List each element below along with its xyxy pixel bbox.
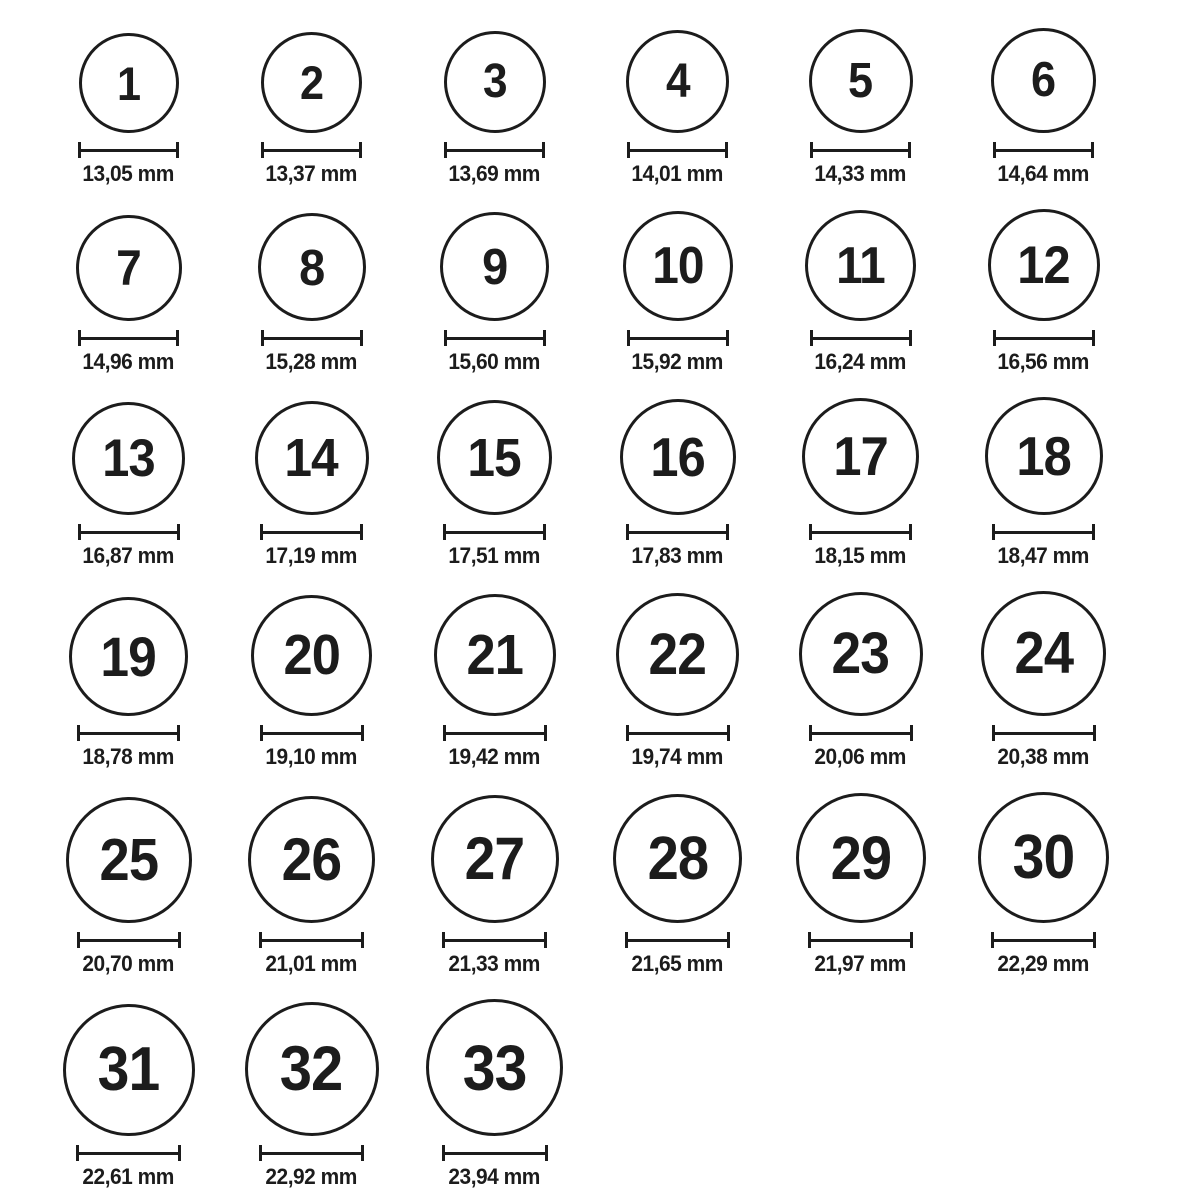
diameter-measure-bar xyxy=(625,932,730,948)
ring-size-number: 20 xyxy=(283,623,340,687)
measure-line xyxy=(813,149,908,152)
diameter-label: 15,28 mm xyxy=(265,349,358,374)
diameter-measure-bar xyxy=(260,524,363,540)
ring-circle xyxy=(426,999,563,1136)
measure-line xyxy=(811,939,910,942)
ring-circle xyxy=(440,212,549,321)
diameter-measure-bar xyxy=(444,330,546,346)
ring-circle xyxy=(620,399,736,515)
diameter-label: 15,92 mm xyxy=(631,349,724,374)
ring-circle xyxy=(981,591,1106,716)
ring-circle xyxy=(72,402,185,515)
measure-right-tick-icon xyxy=(178,932,181,948)
ring-size-number: 15 xyxy=(467,427,522,488)
measure-line xyxy=(264,337,360,340)
ring-circle xyxy=(66,797,192,923)
diameter-measure-bar xyxy=(260,725,364,741)
diameter-measure-bar xyxy=(992,725,1096,741)
diameter-label: 13,05 mm xyxy=(82,161,175,186)
measure-right-tick-icon xyxy=(726,330,729,346)
ring-size-number: 14 xyxy=(284,428,339,488)
ring-size-cell xyxy=(403,792,586,977)
diameter-label: 13,37 mm xyxy=(265,161,358,186)
diameter-measure-bar xyxy=(259,932,364,948)
measure-right-tick-icon xyxy=(1092,330,1095,346)
measure-right-tick-icon xyxy=(909,524,912,540)
measure-line xyxy=(812,732,910,735)
ring-size-cell xyxy=(37,591,220,770)
ring-size-cell xyxy=(403,999,586,1190)
measure-line xyxy=(262,939,361,942)
measure-line xyxy=(630,337,726,340)
diameter-measure-bar xyxy=(810,330,912,346)
ring-size-number: 19 xyxy=(100,624,157,688)
diameter-measure-bar xyxy=(626,725,730,741)
measure-right-tick-icon xyxy=(725,142,728,158)
ring-size-cell xyxy=(952,792,1135,977)
measure-line xyxy=(446,531,543,534)
diameter-label: 22,92 mm xyxy=(265,1164,358,1189)
diameter-label: 16,24 mm xyxy=(814,349,907,374)
diameter-measure-bar xyxy=(261,330,363,346)
diameter-label: 19,42 mm xyxy=(448,744,541,769)
ring-size-number: 28 xyxy=(647,824,708,892)
ring-circle xyxy=(985,397,1103,515)
diameter-measure-bar xyxy=(627,330,729,346)
diameter-measure-bar xyxy=(442,932,547,948)
ring-size-cell xyxy=(586,209,769,375)
ring-size-cell xyxy=(952,28,1135,187)
ring-size-number: 3 xyxy=(482,55,507,108)
ring-size-number: 25 xyxy=(99,826,158,893)
ring-size-cell xyxy=(403,397,586,569)
ring-circle xyxy=(444,31,546,133)
measure-right-tick-icon xyxy=(544,725,547,741)
ring-size-cell xyxy=(403,209,586,375)
ring-size-cell xyxy=(769,792,952,977)
diameter-measure-bar xyxy=(78,142,179,158)
ring-size-number: 21 xyxy=(466,622,523,687)
measure-right-tick-icon xyxy=(176,142,179,158)
measure-right-tick-icon xyxy=(727,932,730,948)
measure-right-tick-icon xyxy=(1092,524,1095,540)
diameter-label: 18,15 mm xyxy=(814,543,907,568)
measure-line xyxy=(995,732,1093,735)
measure-right-tick-icon xyxy=(1091,142,1094,158)
measure-line xyxy=(445,939,544,942)
ring-size-cell xyxy=(952,209,1135,375)
diameter-label: 20,38 mm xyxy=(997,744,1090,769)
diameter-label: 17,19 mm xyxy=(265,543,358,568)
diameter-label: 19,10 mm xyxy=(265,744,358,769)
ring-circle xyxy=(437,400,552,515)
ring-circle xyxy=(623,211,733,321)
measure-right-tick-icon xyxy=(543,330,546,346)
ring-circle xyxy=(988,209,1100,321)
ring-size-cell xyxy=(37,792,220,977)
diameter-measure-bar xyxy=(443,524,546,540)
measure-right-tick-icon xyxy=(361,725,364,741)
ring-size-cell xyxy=(220,792,403,977)
diameter-label: 22,29 mm xyxy=(997,951,1090,976)
measure-right-tick-icon xyxy=(545,1145,548,1161)
diameter-label: 21,01 mm xyxy=(265,951,358,976)
ring-circle xyxy=(802,398,919,515)
ring-size-number: 5 xyxy=(848,53,873,108)
ring-size-number: 29 xyxy=(830,823,891,892)
measure-right-tick-icon xyxy=(1093,725,1096,741)
diameter-label: 14,96 mm xyxy=(82,349,175,374)
diameter-measure-bar xyxy=(809,524,912,540)
measure-line xyxy=(262,1152,361,1155)
ring-circle xyxy=(245,1002,379,1136)
ring-size-cell xyxy=(37,999,220,1190)
measure-line xyxy=(264,149,359,152)
measure-line xyxy=(629,531,726,534)
measure-right-tick-icon xyxy=(176,330,179,346)
diameter-measure-bar xyxy=(992,524,1095,540)
measure-right-tick-icon xyxy=(361,932,364,948)
ring-circle xyxy=(626,30,729,133)
measure-right-tick-icon xyxy=(359,142,362,158)
ring-size-number: 7 xyxy=(116,240,141,296)
diameter-label: 17,83 mm xyxy=(631,543,724,568)
diameter-label: 16,87 mm xyxy=(82,543,175,568)
measure-right-tick-icon xyxy=(908,142,911,158)
diameter-label: 22,61 mm xyxy=(82,1164,175,1189)
diameter-measure-bar xyxy=(993,330,1095,346)
ring-size-number: 33 xyxy=(462,1031,527,1104)
measure-line xyxy=(630,149,725,152)
measure-right-tick-icon xyxy=(910,725,913,741)
measure-line xyxy=(80,939,178,942)
diameter-measure-bar xyxy=(76,1145,181,1161)
measure-line xyxy=(996,149,1091,152)
diameter-measure-bar xyxy=(78,524,180,540)
measure-line xyxy=(447,337,543,340)
ring-size-cell xyxy=(220,28,403,187)
measure-line xyxy=(995,531,1092,534)
ring-size-cell xyxy=(769,28,952,187)
diameter-measure-bar xyxy=(626,524,729,540)
ring-circle xyxy=(76,215,182,321)
ring-size-number: 13 xyxy=(102,429,155,488)
diameter-measure-bar xyxy=(627,142,728,158)
measure-line xyxy=(79,1152,178,1155)
measure-line xyxy=(81,337,176,340)
ring-size-cell xyxy=(37,209,220,375)
ring-size-cell xyxy=(220,397,403,569)
diameter-label: 23,94 mm xyxy=(448,1164,541,1189)
ring-size-cell xyxy=(37,28,220,187)
measure-right-tick-icon xyxy=(542,142,545,158)
ring-circle xyxy=(79,33,179,133)
ring-circle xyxy=(248,796,375,923)
diameter-label: 18,47 mm xyxy=(997,543,1090,568)
diameter-measure-bar xyxy=(808,932,913,948)
ring-size-cell xyxy=(586,591,769,770)
ring-size-number: 16 xyxy=(650,425,705,488)
diameter-label: 14,01 mm xyxy=(631,161,724,186)
diameter-measure-bar xyxy=(259,1145,364,1161)
diameter-measure-bar xyxy=(77,725,180,741)
ring-size-cell xyxy=(220,209,403,375)
ring-size-cell xyxy=(403,591,586,770)
diameter-label: 16,56 mm xyxy=(997,349,1090,374)
ring-size-cell xyxy=(220,999,403,1190)
diameter-measure-bar xyxy=(77,932,181,948)
ring-circle xyxy=(991,28,1096,133)
ring-size-number: 31 xyxy=(97,1035,160,1104)
diameter-measure-bar xyxy=(78,330,179,346)
diameter-label: 21,65 mm xyxy=(631,951,724,976)
ring-size-number: 18 xyxy=(1016,424,1071,487)
diameter-measure-bar xyxy=(810,142,911,158)
ring-size-cell xyxy=(37,397,220,569)
ring-size-cell xyxy=(586,397,769,569)
ring-circle xyxy=(805,210,916,321)
measure-line xyxy=(629,732,727,735)
ring-circle xyxy=(799,592,923,716)
ring-size-number: 30 xyxy=(1012,822,1075,892)
ring-size-number: 8 xyxy=(298,238,325,296)
diameter-measure-bar xyxy=(809,725,913,741)
ring-size-cell xyxy=(403,28,586,187)
diameter-measure-bar xyxy=(442,1145,548,1161)
measure-right-tick-icon xyxy=(909,330,912,346)
ring-circle xyxy=(431,795,559,923)
diameter-measure-bar xyxy=(444,142,545,158)
diameter-label: 18,78 mm xyxy=(82,744,175,769)
diameter-label: 14,64 mm xyxy=(997,161,1090,186)
ring-circle xyxy=(809,29,913,133)
ring-size-number: 32 xyxy=(280,1033,343,1104)
diameter-label: 17,51 mm xyxy=(448,543,541,568)
ring-circle xyxy=(434,594,556,716)
ring-size-cell xyxy=(586,792,769,977)
ring-circle xyxy=(258,213,366,321)
measure-line xyxy=(445,1152,545,1155)
measure-line xyxy=(81,531,177,534)
measure-line xyxy=(263,732,361,735)
ring-circle xyxy=(251,595,372,716)
diameter-measure-bar xyxy=(991,932,1096,948)
ring-size-number: 12 xyxy=(1017,235,1070,295)
measure-right-tick-icon xyxy=(177,725,180,741)
diameter-label: 21,33 mm xyxy=(448,951,541,976)
diameter-label: 20,06 mm xyxy=(814,744,907,769)
measure-right-tick-icon xyxy=(544,932,547,948)
ring-size-number: 2 xyxy=(299,56,324,109)
ring-size-number: 26 xyxy=(281,825,342,893)
diameter-label: 15,60 mm xyxy=(448,349,541,374)
ring-circle xyxy=(616,593,739,716)
measure-line xyxy=(996,337,1092,340)
diameter-measure-bar xyxy=(261,142,362,158)
ring-circle xyxy=(613,794,742,923)
ring-circle xyxy=(978,792,1109,923)
measure-right-tick-icon xyxy=(543,524,546,540)
diameter-label: 20,70 mm xyxy=(82,951,175,976)
measure-line xyxy=(812,531,909,534)
ring-size-cell xyxy=(220,591,403,770)
ring-circle xyxy=(69,597,188,716)
measure-right-tick-icon xyxy=(360,330,363,346)
ring-size-cell xyxy=(769,209,952,375)
measure-right-tick-icon xyxy=(727,725,730,741)
measure-right-tick-icon xyxy=(360,524,363,540)
measure-line xyxy=(628,939,727,942)
ring-size-cell xyxy=(952,591,1135,770)
ring-size-number: 17 xyxy=(833,425,888,487)
diameter-label: 19,74 mm xyxy=(631,744,724,769)
ring-size-number: 22 xyxy=(648,621,707,687)
ring-size-number: 11 xyxy=(836,236,885,295)
ring-circle xyxy=(796,793,926,923)
ring-size-number: 10 xyxy=(651,237,704,295)
measure-right-tick-icon xyxy=(361,1145,364,1161)
diameter-label: 13,69 mm xyxy=(448,161,541,186)
measure-right-tick-icon xyxy=(1093,932,1096,948)
measure-line xyxy=(813,337,909,340)
ring-size-cell xyxy=(769,397,952,569)
measure-line xyxy=(263,531,360,534)
measure-right-tick-icon xyxy=(178,1145,181,1161)
ring-size-number: 6 xyxy=(1031,53,1056,107)
ring-size-number: 24 xyxy=(1014,620,1073,686)
measure-line xyxy=(81,149,176,152)
ring-size-number: 9 xyxy=(481,238,508,295)
measure-right-tick-icon xyxy=(910,932,913,948)
diameter-measure-bar xyxy=(993,142,1094,158)
measure-line xyxy=(446,732,544,735)
ring-size-number: 1 xyxy=(116,56,141,110)
ring-size-cell xyxy=(586,28,769,187)
ring-size-cell xyxy=(769,591,952,770)
ring-circle xyxy=(255,401,369,515)
diameter-label: 14,33 mm xyxy=(814,161,907,186)
measure-line xyxy=(80,732,177,735)
ring-circle xyxy=(63,1004,195,1136)
ring-size-cell xyxy=(952,397,1135,569)
measure-line xyxy=(447,149,542,152)
ring-size-number: 4 xyxy=(665,54,690,108)
measure-right-tick-icon xyxy=(177,524,180,540)
ring-size-number: 27 xyxy=(464,825,525,892)
ring-size-number: 23 xyxy=(831,621,890,686)
measure-right-tick-icon xyxy=(726,524,729,540)
measure-line xyxy=(994,939,1093,942)
diameter-label: 21,97 mm xyxy=(814,951,907,976)
diameter-measure-bar xyxy=(443,725,547,741)
ring-circle xyxy=(261,32,362,133)
